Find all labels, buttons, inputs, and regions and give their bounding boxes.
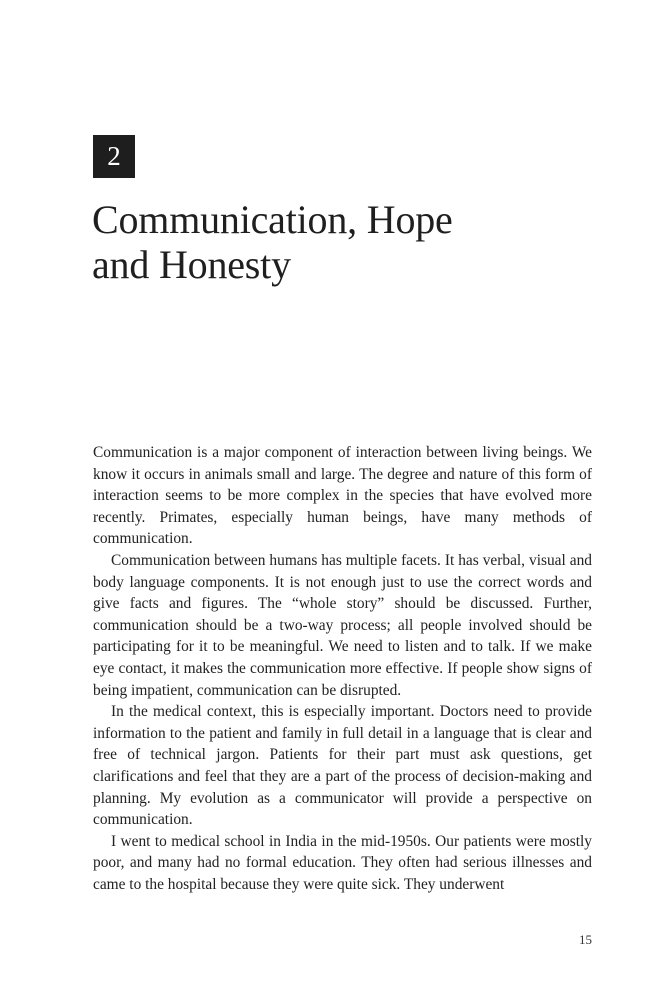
chapter-title [92,197,572,287]
paragraph-2: Communication between humans has multiple facets. It has verbal, visual and body language components. It is not enough just to use the correct words and give facts and figures. The “whole story” should be discussed. Further, communication should be a two-way process; all people involved should be participating for it to be meaningful. We need to listen and to talk. If we make eye contact, it makes the communication more effective. If people show signs of being impatient, communication can be disrupted. [93,551,592,699]
chapter-title-line-2: and Honesty [92,242,291,287]
chapter-title-line-1: Communication, Hope [92,197,453,242]
paragraph-4: I went to medical school in India in the mid-1950s. Our patients were mostly poor, and many had no formal education. They often had serious illnesses and came to the hospital because they were quite sick. They underwent [93,832,592,893]
paragraph-1: Communication is a major component of interaction between living beings. We know it occurs in animals small and large. The degree and nature of this form of interaction seems to be more complex in the species that have evolved more recently. Primates, especially human beings, have many methods of communication. [93,444,592,548]
body-text [93,442,592,895]
paragraph-3: In the medical context, this is especially important. Doctors need to provide information to the patient and family in full detail in a language that is clear and free of technical jargon. Patients for their part must ask questions, get clarifications and feel that they are a part of the process of decision-making and planning. My evolution as a communicator will provide a perspective on communication. [93,703,592,829]
chapter-number-badge: 2 [93,135,135,178]
page-number: 15 [579,932,592,947]
